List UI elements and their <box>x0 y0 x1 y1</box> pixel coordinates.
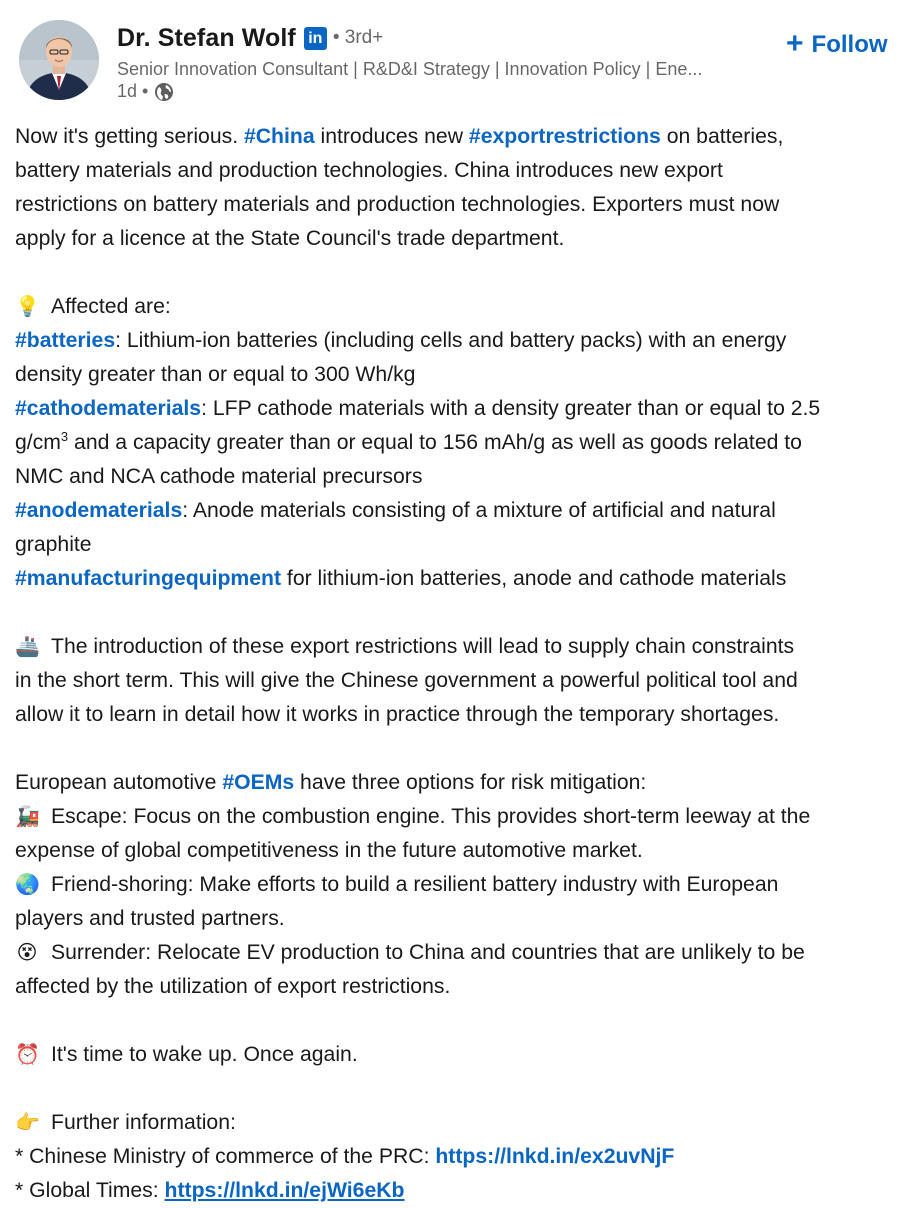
text-line <box>15 1106 905 1140</box>
alarm-clock-icon: ⏰ <box>15 1044 40 1066</box>
spacer <box>15 732 905 766</box>
text-span: for lithium-ion batteries, anode and cathode materials <box>281 567 787 590</box>
author-name[interactable]: Dr. Stefan Wolf <box>117 23 296 52</box>
hashtag-batteries[interactable]: #batteries <box>15 329 116 352</box>
train-icon: 🚂 <box>15 806 40 828</box>
follow-label: Follow <box>811 31 888 58</box>
text-span: introduces new <box>314 125 469 148</box>
text-line <box>15 1140 905 1174</box>
text-line <box>15 766 905 800</box>
hashtag-anodematerials[interactable]: #anodematerials <box>15 499 183 522</box>
text-span: Affected are: <box>51 295 171 318</box>
global-times-link[interactable]: https://lnkd.in/ejWi6eKb <box>164 1179 405 1202</box>
ministry-link[interactable]: https://lnkd.in/ex2uvNjF <box>435 1145 675 1168</box>
text-line: density greater than or equal to 300 Wh/kg <box>15 363 416 386</box>
connection-degree: • 3rd+ <box>332 27 384 48</box>
text-line <box>15 936 905 970</box>
text-line <box>15 562 905 596</box>
spacer <box>15 1004 905 1038</box>
avatar[interactable] <box>19 20 99 100</box>
affected-heading <box>15 290 905 324</box>
post-time: 1d • <box>117 81 149 101</box>
text-line <box>15 426 905 460</box>
text-span: g/cm <box>15 431 61 454</box>
text-line <box>15 324 905 358</box>
text-line: NMC and NCA cathode material precursors <box>15 465 423 488</box>
text-line <box>15 800 905 834</box>
text-span: : Lithium-ion batteries (including cells and battery packs) with an energy <box>115 329 787 352</box>
text-line: affected by the utilization of export restrictions. <box>15 975 451 998</box>
hashtag-oems[interactable]: #OEMs <box>222 771 295 794</box>
text-span: Escape: Focus on the combustion engine. This provides short-term leeway at the <box>51 805 811 828</box>
hashtag-manufacturingequipment[interactable]: #manufacturingequipment <box>15 567 282 590</box>
hashtag-cathodematerials[interactable]: #cathodematerials <box>15 397 202 420</box>
text-line <box>15 630 905 664</box>
text-span: The introduction of these export restrictions will lead to supply chain constraints <box>51 635 795 658</box>
text-span: Now it's getting serious. <box>15 125 244 148</box>
lightbulb-icon: 💡 <box>15 296 40 318</box>
avatar-photo <box>19 20 99 100</box>
text-line <box>15 494 905 528</box>
text-line <box>15 1038 905 1072</box>
name-row <box>117 21 383 55</box>
text-span: Friend-shoring: Make efforts to build a resilient battery industry with European <box>51 873 779 896</box>
hashtag-exportrestrictions[interactable]: #exportrestrictions <box>468 125 661 148</box>
post-body <box>15 120 905 1208</box>
text-line: graphite <box>15 533 92 556</box>
text-span: * Chinese Ministry of commerce of the PRC: <box>15 1145 436 1168</box>
text-line: expense of global competitiveness in the future automotive market. <box>15 839 643 862</box>
text-line: apply for a licence at the State Council's trade department. <box>15 227 565 250</box>
text-span: : Anode materials consisting of a mixture of artificial and natural <box>182 499 776 522</box>
globe-asia-icon: 🌏 <box>15 874 40 896</box>
spacer <box>15 256 905 290</box>
pointing-hand-icon: 👉 <box>15 1112 40 1134</box>
text-line <box>15 120 905 154</box>
dizzy-face-icon: 😵 <box>16 942 38 964</box>
ship-icon: 🚢 <box>15 636 40 658</box>
text-line: allow it to learn in detail how it works in practice through the temporary shortages. <box>15 703 780 726</box>
follow-button[interactable] <box>786 28 888 62</box>
text-line: restrictions on battery materials and production technologies. Exporters must now <box>15 193 780 216</box>
spacer <box>15 1072 905 1106</box>
hashtag-china[interactable]: #China <box>243 125 315 148</box>
post-meta <box>117 81 174 102</box>
author-headline[interactable]: Senior Innovation Consultant | R&D&I Strategy | Innovation Policy | Ene... <box>117 59 703 79</box>
superscript: 3 <box>60 428 69 444</box>
text-span: have three options for risk mitigation: <box>294 771 647 794</box>
text-line: battery materials and production technologies. China introduces new export <box>15 159 723 182</box>
text-line <box>15 868 905 902</box>
text-span: : LFP cathode materials with a density greater than or equal to 2.5 <box>201 397 821 420</box>
text-span: Further information: <box>51 1111 236 1134</box>
text-line <box>15 1174 905 1208</box>
linkedin-badge-label: in <box>308 29 323 47</box>
text-span: on batteries, <box>660 125 784 148</box>
linkedin-icon <box>304 27 327 50</box>
text-line: players and trusted partners. <box>15 907 285 930</box>
text-span: Surrender: Relocate EV production to China and countries that are unlikely to be <box>51 941 805 964</box>
text-span: * Global Times: <box>15 1179 165 1202</box>
text-span: It's time to wake up. Once again. <box>51 1043 358 1066</box>
post-header <box>0 0 917 115</box>
text-span: and a capacity greater than or equal to 156 mAh/g as well as goods related to <box>68 431 802 454</box>
plus-icon: + <box>786 27 804 60</box>
text-span: European automotive <box>15 771 223 794</box>
text-line: in the short term. This will give the Chinese government a powerful political tool and <box>15 669 798 692</box>
spacer <box>15 596 905 630</box>
globe-icon <box>154 82 174 102</box>
text-line <box>15 392 905 426</box>
